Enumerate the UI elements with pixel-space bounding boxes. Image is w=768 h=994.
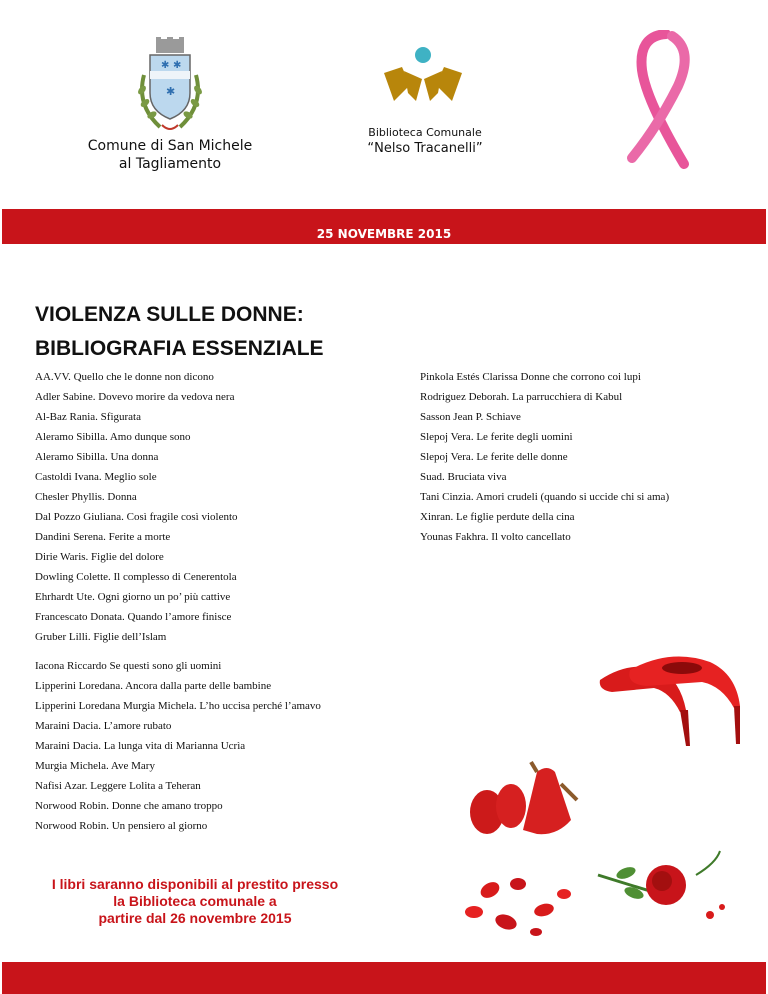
library-name-line1: Biblioteca Comunale bbox=[368, 126, 482, 139]
list-item: Norwood Robin. Donne che amano troppo bbox=[35, 800, 223, 812]
book-list-left-b bbox=[35, 656, 321, 836]
list-item: Ehrhardt Ute. Ogni giorno un po’ più cattive bbox=[35, 591, 231, 603]
list-item: Aleramo Sibilla. Una donna bbox=[35, 451, 159, 463]
list-item: Murgia Michela. Ave Mary bbox=[35, 760, 155, 772]
list-item: Maraini Dacia. L’amore rubato bbox=[35, 720, 172, 732]
title-line1: VIOLENZA SULLE DONNE: bbox=[35, 303, 304, 326]
list-item: Maraini Dacia. La lunga vita di Marianna Ucrìa bbox=[35, 740, 246, 752]
list-item: Slepoj Vera. Le ferite delle donne bbox=[420, 451, 568, 463]
list-item: AA.VV. Quello che le donne non dicono bbox=[35, 371, 214, 383]
list-item: Dal Pozzo Giuliana. Così fragile così violento bbox=[35, 511, 238, 523]
notice-line3: partire dal 26 novembre 2015 bbox=[98, 910, 292, 926]
loan-notice bbox=[30, 876, 360, 927]
list-item: Dandini Serena. Ferite a morte bbox=[35, 531, 171, 543]
list-item: Slepoj Vera. Le ferite degli uomini bbox=[420, 431, 573, 443]
title-line2: BIBLIOGRAFIA ESSENZIALE bbox=[35, 337, 324, 360]
list-item: Lipperini Loredana. Ancora dalla parte delle bambine bbox=[35, 680, 272, 692]
book-list-left-a bbox=[35, 367, 238, 647]
event-date: 25 NOVEMBRE 2015 bbox=[316, 227, 452, 241]
comune-name-line2: al Tagliamento bbox=[118, 156, 222, 172]
footer-banner bbox=[2, 962, 766, 994]
list-item: Chesler Phyllis. Donna bbox=[35, 491, 137, 503]
list-item: Tani Cinzia. Amori crudeli (quando si uccide chi si ama) bbox=[420, 491, 670, 503]
list-item: Rodriguez Deborah. La parrucchiera di Kabul bbox=[420, 391, 623, 403]
notice-line1: I libri saranno disponibili al prestito presso bbox=[51, 876, 339, 892]
red-rose-icon bbox=[590, 845, 730, 925]
svg-text:✱: ✱ bbox=[173, 60, 182, 71]
library-name-line2: “Nelso Tracanelli” bbox=[367, 141, 483, 156]
comune-name-line1: Comune di San Michele bbox=[87, 138, 253, 154]
red-heels-icon bbox=[590, 640, 750, 750]
book-list-right bbox=[420, 367, 669, 547]
list-item: Lipperini Loredana Murgia Michela. L’ho uccisa perché l’amavo bbox=[35, 700, 321, 712]
list-item: Iacona Riccardo Se questi sono gli uomini bbox=[35, 660, 222, 672]
svg-text:✱: ✱ bbox=[166, 85, 176, 98]
list-item: Gruber Lilli. Figlie dell’Islam bbox=[35, 631, 167, 643]
svg-text:✱: ✱ bbox=[161, 60, 170, 71]
list-item: Aleramo Sibilla. Amo dunque sono bbox=[35, 431, 191, 443]
list-item: Dowling Colette. Il complesso di Cenerentola bbox=[35, 571, 237, 583]
list-item: Dirie Waris. Figlie del dolore bbox=[35, 551, 164, 563]
list-item: Al-Baz Rania. Sfigurata bbox=[35, 411, 141, 423]
list-item: Norwood Robin. Un pensiero al giorno bbox=[35, 820, 208, 832]
list-item: Nafisi Azar. Leggere Lolita a Teheran bbox=[35, 780, 201, 792]
list-item: Sasson Jean P. Schiave bbox=[420, 411, 521, 423]
list-item: Castoldi Ivana. Meglio sole bbox=[35, 471, 157, 483]
list-item: Suad. Bruciata viva bbox=[420, 471, 507, 483]
list-item: Pinkola Estés Clarissa Donne che corrono coi lupi bbox=[420, 371, 641, 383]
list-item: Younas Fakhra. Il volto cancellato bbox=[420, 531, 571, 543]
red-shoes-icon bbox=[465, 760, 580, 840]
rose-petals-icon bbox=[460, 870, 575, 940]
coat-of-arms-icon bbox=[130, 35, 210, 135]
library-logo-icon bbox=[380, 45, 466, 105]
list-item: Adler Sabine. Dovevo morire da vedova nera bbox=[35, 391, 235, 403]
list-item: Xinran. Le figlie perdute della cina bbox=[420, 511, 575, 523]
list-item: Francescato Donata. Quando l’amore finisce bbox=[35, 611, 232, 623]
notice-line2: la Biblioteca comunale a bbox=[113, 893, 277, 909]
page-title bbox=[35, 298, 324, 366]
pink-ribbon-icon bbox=[598, 30, 718, 170]
